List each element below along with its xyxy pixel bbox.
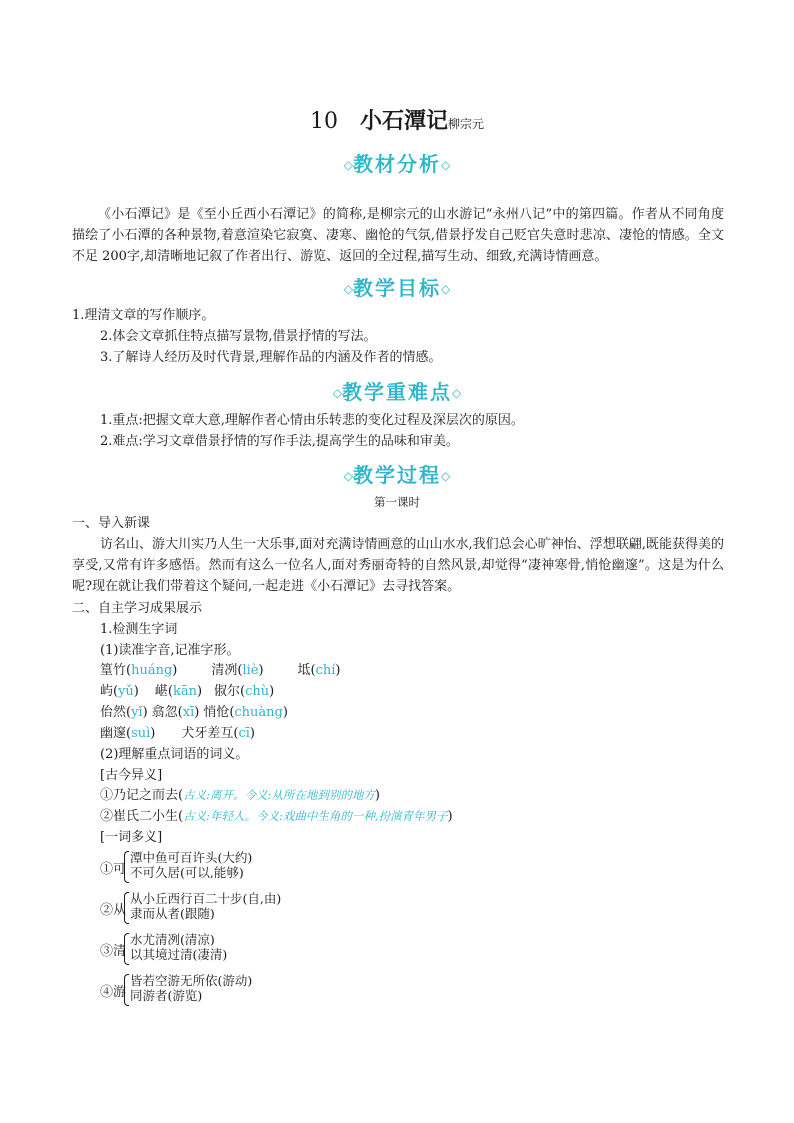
polysemy-group bbox=[100, 891, 360, 923]
polysemy-sense: 不可久居(可以,能够) bbox=[130, 865, 244, 880]
polysemy-label: ③清 bbox=[100, 944, 127, 959]
part-heading: 一、导入新课 bbox=[72, 516, 151, 531]
vocab-word: 清冽(liè) bbox=[211, 663, 264, 678]
section-heading-goals bbox=[0, 272, 794, 301]
category-label: [一词多义] bbox=[100, 830, 163, 845]
diamond-icon: ◇ bbox=[343, 469, 353, 483]
polysemy-group bbox=[100, 850, 360, 882]
polysemy-sense: 潭中鱼可百许头(大约) bbox=[130, 850, 253, 865]
lesson-period: 第一课时 bbox=[374, 495, 420, 509]
polysemy-label: ②从 bbox=[100, 903, 127, 918]
polysemy-group bbox=[100, 973, 360, 1005]
section-heading-key-points bbox=[0, 376, 794, 405]
key-point-item: 1.重点:把握文章大意,理解作者心情由乐转悲的变化过程及深层次的原因。 bbox=[100, 413, 524, 428]
section-title: 教学目标 bbox=[353, 276, 441, 300]
polysemy-sense: 皆若空游无所依(游动) bbox=[130, 973, 253, 988]
goal-item: 2.体会文章抓住特点描写景物,借景抒情的写法。 bbox=[100, 329, 377, 344]
vocab-word: 嵁(kān) bbox=[154, 684, 203, 699]
diamond-icon: ◇ bbox=[343, 158, 353, 172]
gujin-item: ①乃记之而去(古义:离开。今义:从所在地到别的地方) bbox=[100, 788, 380, 803]
vocab-row bbox=[100, 702, 288, 723]
brace-icon bbox=[124, 933, 129, 965]
vocab-word: 悄怆(chuàng) bbox=[203, 705, 288, 720]
vocab-word: 俶尔(chù) bbox=[214, 684, 275, 699]
section-title: 教学过程 bbox=[353, 463, 441, 487]
polysemy-sense: 以其境过清(凄清) bbox=[130, 947, 228, 962]
vocab-word: 翕忽(xī) bbox=[151, 705, 200, 720]
goal-item: 1.理清文章的写作顺序。 bbox=[72, 308, 215, 323]
intro-paragraph: 访名山、游大川实乃人生一大乐事,面对充满诗情画意的山山水水,我们总会心旷神怡、浮想联翩,既能获得美的享受,又常有许多感悟。然而有这么一位名人,面对秀丽奇特的自然风景,却觉得“凄神寒骨,悄怆幽邃”。这是为什么呢?现在就让我们带着这个疑问,一起走进《小石潭记》去寻找答案。 bbox=[72, 537, 724, 594]
part-heading: 二、自主学习成果展示 bbox=[72, 601, 203, 616]
polysemy-sense: 从小丘西行百二十步(自,由) bbox=[130, 891, 282, 906]
gujin-item: ②崔氏二小生(古义:年轻人。今义:戏曲中生角的一种,扮演青年男子) bbox=[100, 809, 453, 824]
section-title: 教材分析 bbox=[353, 152, 441, 176]
page-title bbox=[0, 104, 794, 135]
polysemy-sense: 隶而从者(跟随) bbox=[130, 906, 215, 921]
diamond-icon: ◇ bbox=[343, 282, 353, 296]
author: 柳宗元 bbox=[448, 117, 485, 131]
vocab-row bbox=[100, 723, 255, 744]
vocab-word: 篁竹(huáng) bbox=[100, 663, 178, 678]
goal-item: 3.了解诗人经历及时代背景,理解作品的内涵及作者的情感。 bbox=[100, 350, 442, 365]
vocab-word: 犬牙差互(cī) bbox=[181, 726, 255, 741]
vocab-word: 佁然(yǐ) bbox=[100, 705, 148, 720]
sub-heading: (1)读准字音,记准字形。 bbox=[100, 643, 240, 658]
polysemy-label: ①可 bbox=[100, 862, 127, 877]
vocab-word: 幽邃(suì) bbox=[100, 726, 156, 741]
diamond-icon: ◇ bbox=[441, 158, 451, 172]
polysemy-sense: 水尤清冽(清凉) bbox=[130, 932, 215, 947]
brace-icon bbox=[124, 851, 129, 883]
lesson-title: 小石潭记 bbox=[359, 108, 448, 134]
sub-heading: (2)理解重点词语的词义。 bbox=[100, 747, 249, 762]
key-point-item: 2.难点:学习文章借景抒情的写作手法,提高学生的品味和审美。 bbox=[100, 434, 459, 449]
diamond-icon: ◇ bbox=[452, 386, 462, 400]
sub-heading: 1.检测生字词 bbox=[100, 622, 178, 637]
vocab-row bbox=[100, 660, 341, 681]
section-heading-process bbox=[0, 459, 794, 488]
vocab-word: 屿(yǔ) bbox=[100, 684, 139, 699]
brace-icon bbox=[124, 892, 129, 924]
polysemy-sense: 同游者(游览) bbox=[130, 988, 203, 1003]
section-heading-analysis bbox=[0, 148, 794, 177]
polysemy-group bbox=[100, 932, 360, 964]
lesson-number: 10 bbox=[309, 109, 338, 134]
diamond-icon: ◇ bbox=[441, 282, 451, 296]
category-label: [古今异义] bbox=[100, 768, 163, 783]
vocab-row bbox=[100, 681, 274, 702]
diamond-icon: ◇ bbox=[441, 469, 451, 483]
polysemy-label: ④游 bbox=[100, 985, 127, 1000]
analysis-paragraph: 《小石潭记》是《至小丘西小石潭记》的简称,是柳宗元的山水游记“永州八记”中的第四篇。作者从不同角度描绘了小石潭的各种景物,着意渲染它寂寞、凄寒、幽怆的气氛,借景抒发自己贬官失意时悲凉、凄怆的情感。全文不足 200字,却清晰地记叙了作者出行、游览、返回的全过程,描写生动、细致,充满诗情画意。 bbox=[72, 207, 724, 264]
brace-icon bbox=[124, 974, 129, 1006]
section-title: 教学重难点 bbox=[342, 380, 452, 404]
vocab-word: 坻(chí) bbox=[297, 663, 341, 678]
diamond-icon: ◇ bbox=[332, 386, 342, 400]
